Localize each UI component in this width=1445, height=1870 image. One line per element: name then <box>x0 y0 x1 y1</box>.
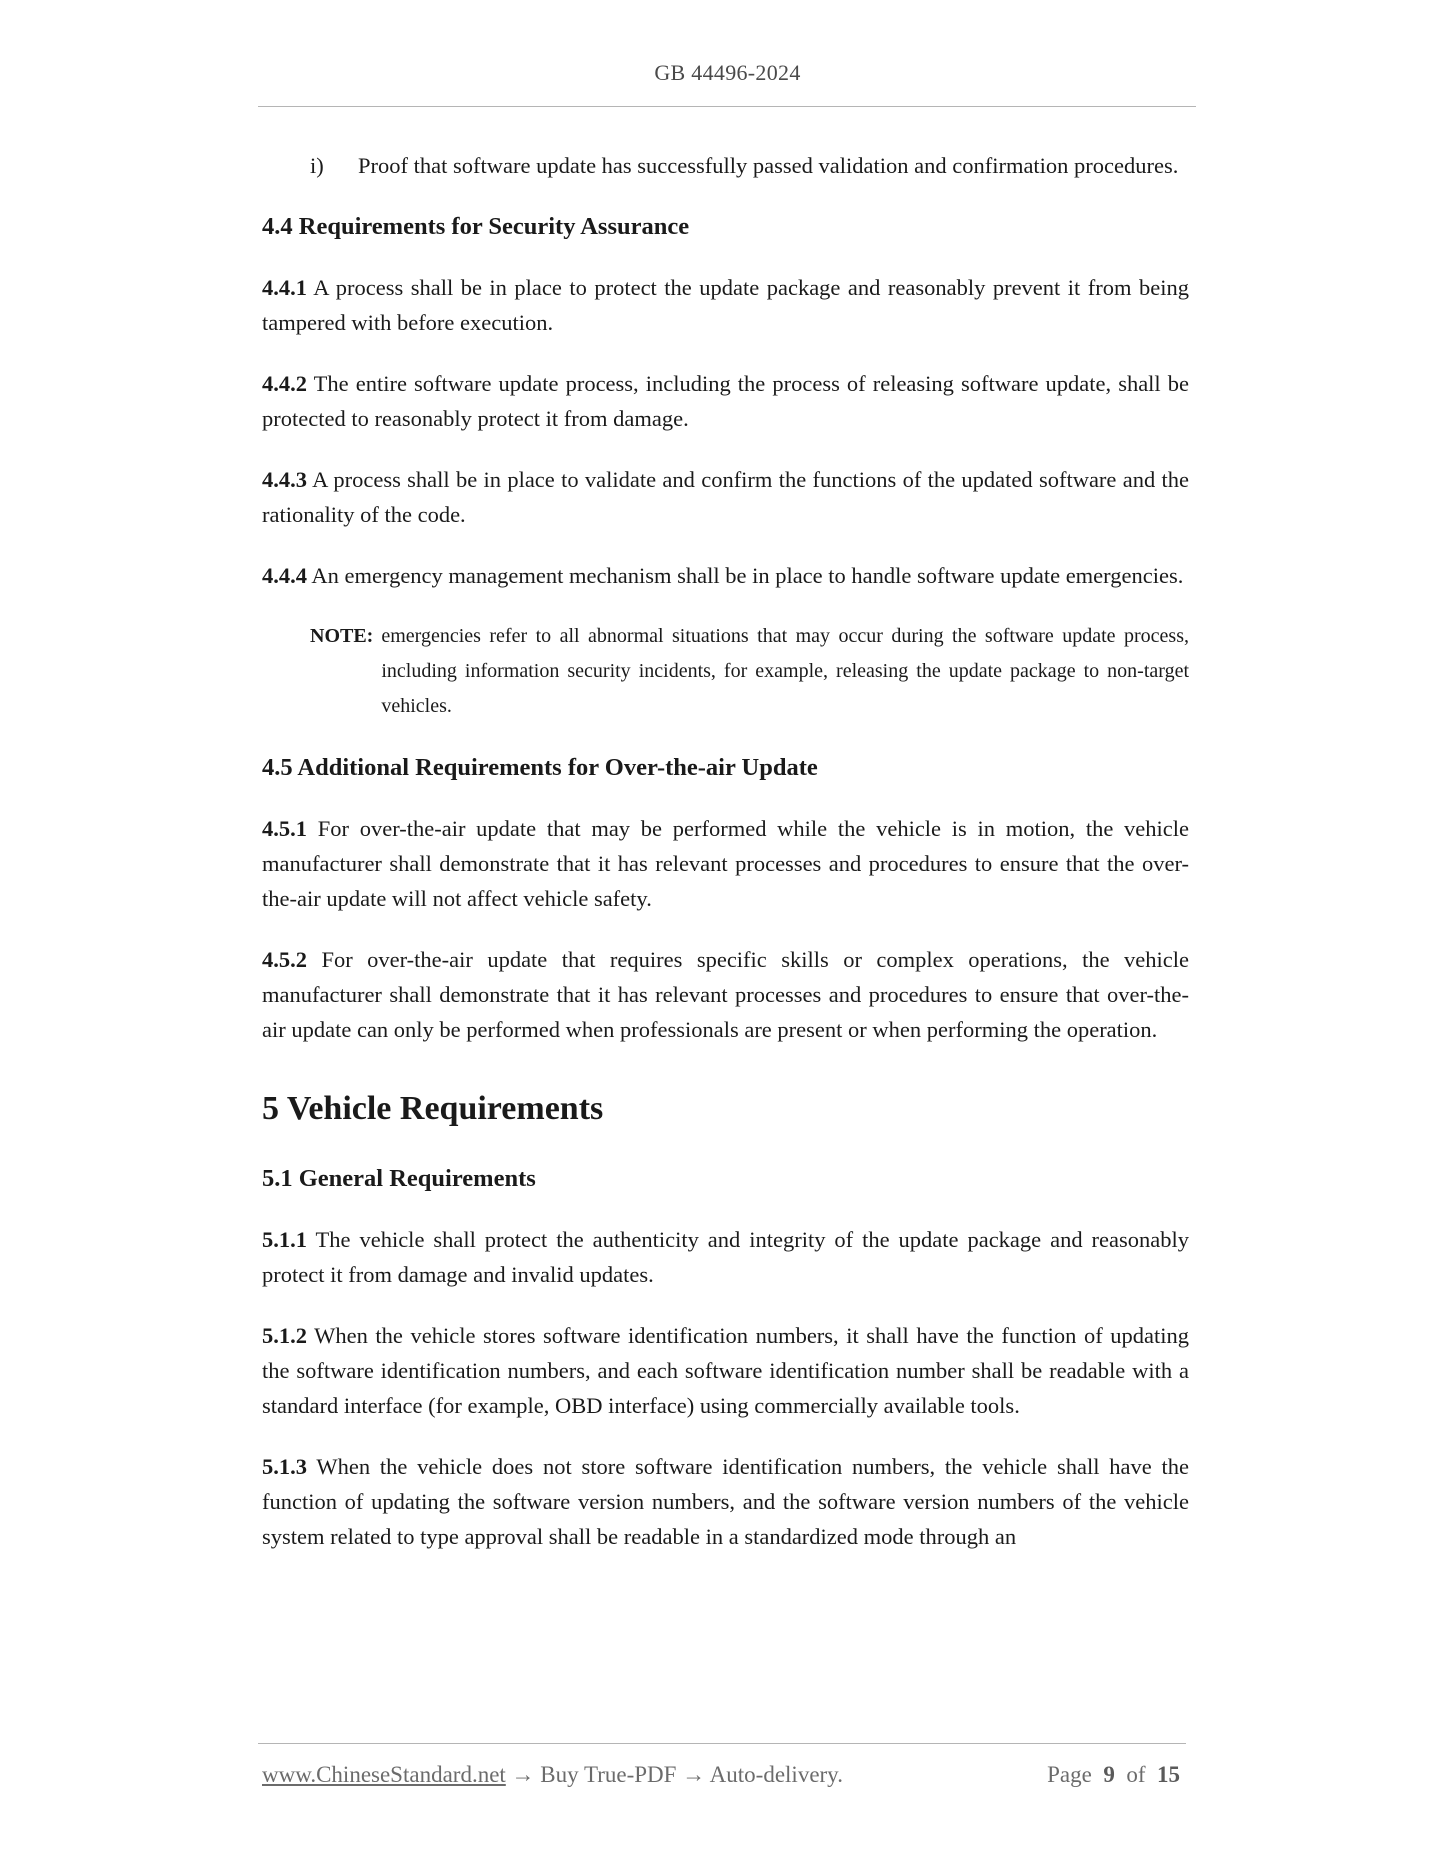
page-footer <box>262 1762 1180 1788</box>
delivery-text: Auto-delivery. <box>705 1762 843 1787</box>
footer-divider <box>258 1743 1186 1744</box>
arrow-right-icon: → <box>511 1762 535 1787</box>
list-item-i <box>262 148 1189 183</box>
total-pages: 15 <box>1157 1762 1180 1787</box>
clause-number: 5.1.2 <box>262 1323 307 1348</box>
clause-text: A process shall be in place to protect the update package and reasonably prevent it from being tampered with before execution. <box>262 275 1189 335</box>
buy-text: Buy True-PDF <box>534 1762 683 1787</box>
list-marker: i) <box>310 153 324 178</box>
clause-5-1-2 <box>262 1318 1189 1423</box>
page-number <box>1047 1762 1180 1788</box>
clause-5-1-1 <box>262 1222 1189 1292</box>
section-heading-5-1: 5.1 General Requirements <box>262 1165 536 1192</box>
clause-4-4-2 <box>262 366 1189 436</box>
clause-number: 4.4.2 <box>262 371 307 396</box>
site-link[interactable]: www.ChineseStandard.net <box>262 1762 506 1787</box>
clause-number: 4.5.1 <box>262 816 307 841</box>
note-text: emergencies refer to all abnormal situations that may occur during the software update process, including information security incidents, for example, releasing the update package to non-target vehicles. <box>381 625 1189 717</box>
of-label: of <box>1126 1762 1146 1787</box>
clause-text: For over-the-air update that requires specific skills or complex operations, the vehicle manufacturer shall demonstrate that it has relevant processes and procedures to ensure that over-the-air update can only be performed when professionals are present or when performing the operation. <box>262 947 1189 1042</box>
note-label: NOTE: <box>310 625 374 647</box>
clause-text: The vehicle shall protect the authenticity and integrity of the update package and reasonably protect it from damage and invalid updates. <box>262 1227 1189 1287</box>
header-divider <box>258 106 1196 107</box>
clause-4-5-1 <box>262 811 1189 916</box>
list-item-text: Proof that software update has successfully passed validation and confirmation procedures. <box>358 153 1179 178</box>
arrow-right-icon: → <box>682 1762 706 1787</box>
clause-4-5-2 <box>262 942 1189 1047</box>
clause-number: 4.4.4 <box>262 563 307 588</box>
footer-promo <box>262 1762 843 1788</box>
chapter-heading-5: 5 Vehicle Requirements <box>262 1090 604 1127</box>
clause-number: 4.4.1 <box>262 275 307 300</box>
clause-4-4-3 <box>262 462 1189 532</box>
note-block <box>262 619 1189 724</box>
clause-text: When the vehicle stores software identification numbers, it shall have the function of updating the software identification numbers, and each software identification number shall be readable with a standard interface (for example, OBD interface) using commercially available tools. <box>262 1323 1189 1418</box>
clause-text: The entire software update process, including the process of releasing software update, shall be protected to reasonably protect it from damage. <box>262 371 1189 431</box>
document-id-header: GB 44496-2024 <box>654 60 801 85</box>
section-heading-4-5: 4.5 Additional Requirements for Over-the-air Update <box>262 754 818 781</box>
clause-5-1-3 <box>262 1449 1189 1554</box>
clause-text: For over-the-air update that may be performed while the vehicle is in motion, the vehicle manufacturer shall demonstrate that it has relevant processes and procedures to ensure that the over-the-air update will not affect vehicle safety. <box>262 816 1189 911</box>
page-content <box>262 148 1189 1580</box>
clause-number: 5.1.1 <box>262 1227 307 1252</box>
clause-text: An emergency management mechanism shall be in place to handle software update emergencies. <box>307 563 1184 588</box>
clause-4-4-1 <box>262 270 1189 340</box>
clause-text: A process shall be in place to validate and confirm the functions of the updated software and the rationality of the code. <box>262 467 1189 527</box>
clause-text: When the vehicle does not store software identification numbers, the vehicle shall have the function of updating the software version numbers, and the software version numbers of the vehicle system related to type approval shall be readable in a standardized mode through an <box>262 1454 1189 1549</box>
page-label: Page <box>1047 1762 1092 1787</box>
clause-4-4-4 <box>262 558 1189 593</box>
clause-number: 5.1.3 <box>262 1454 307 1479</box>
clause-number: 4.5.2 <box>262 947 307 972</box>
section-heading-4-4: 4.4 Requirements for Security Assurance <box>262 213 690 240</box>
clause-number: 4.4.3 <box>262 467 307 492</box>
current-page: 9 <box>1103 1762 1115 1787</box>
